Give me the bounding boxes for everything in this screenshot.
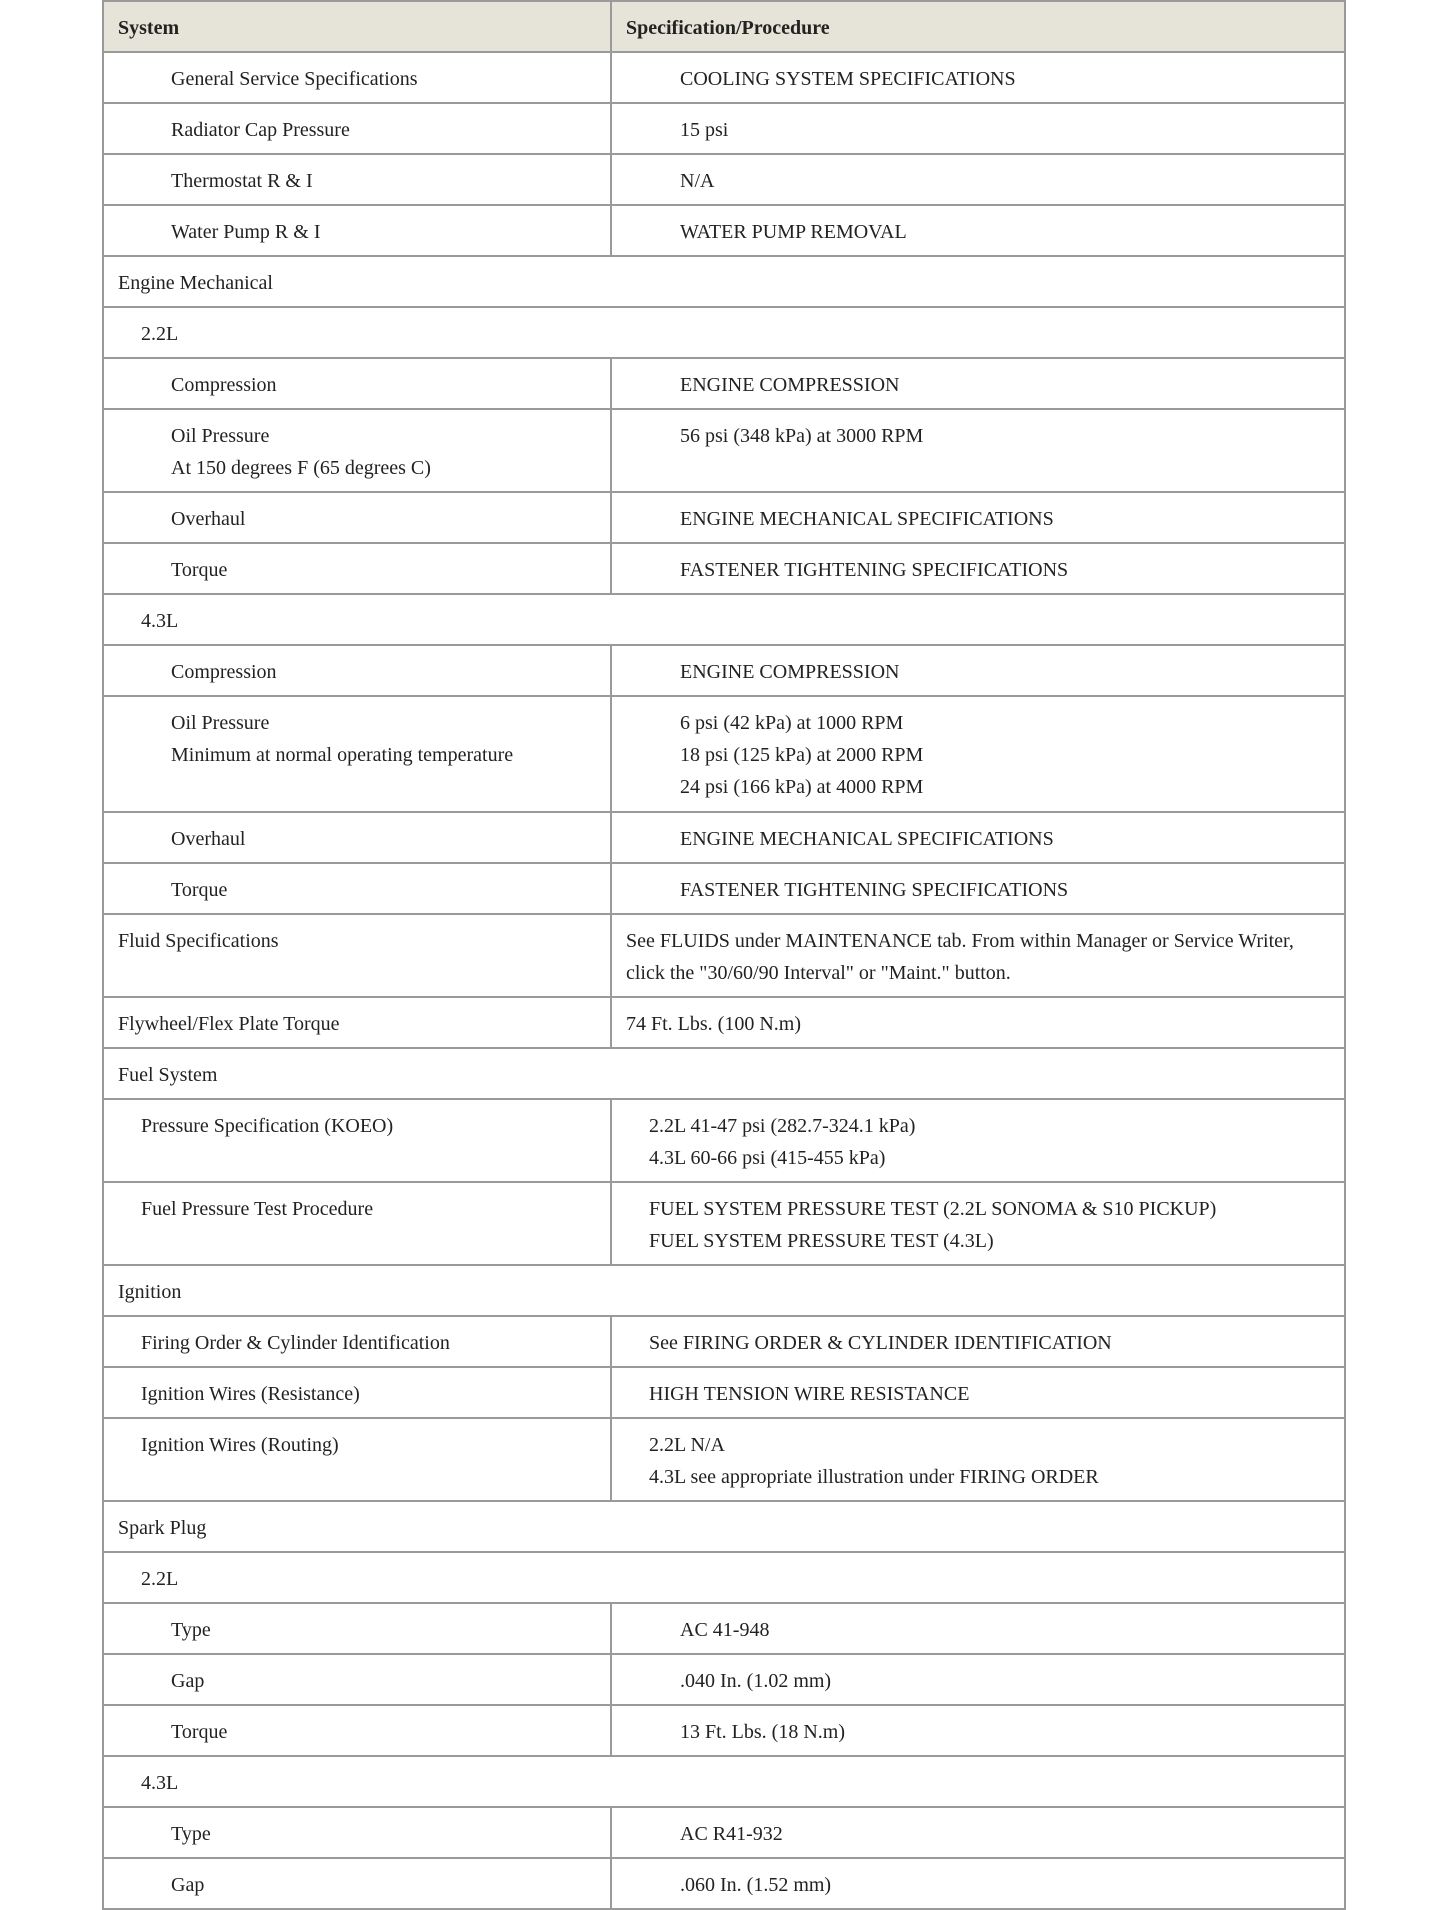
section-heading bbox=[103, 1265, 1345, 1316]
cell-text: FASTENER TIGHTENING SPECIFICATIONS bbox=[680, 559, 1069, 581]
section-row bbox=[103, 1501, 1345, 1552]
system-cell bbox=[103, 1603, 611, 1654]
cell-text: Thermostat R & I bbox=[171, 170, 313, 192]
cell-text: See FIRING ORDER & CYLINDER IDENTIFICATION bbox=[649, 1332, 1112, 1354]
cell-text: Pressure Specification (KOEO) bbox=[141, 1115, 394, 1137]
column-header-system: System bbox=[103, 1, 611, 52]
system-cell bbox=[103, 812, 611, 863]
spec-cell bbox=[611, 103, 1345, 154]
cell-text: .060 In. (1.52 mm) bbox=[680, 1874, 832, 1896]
table-row bbox=[103, 997, 1345, 1048]
cell-text: ENGINE COMPRESSION bbox=[680, 374, 900, 396]
cell-text: .040 In. (1.02 mm) bbox=[680, 1670, 832, 1692]
system-cell bbox=[103, 863, 611, 914]
cell-text: Torque bbox=[171, 559, 228, 581]
cell-text: Gap bbox=[171, 1874, 205, 1896]
cell-text: 56 psi (348 kPa) at 3000 RPM bbox=[680, 425, 924, 447]
table-row bbox=[103, 1182, 1345, 1265]
cell-text: FUEL SYSTEM PRESSURE TEST (2.2L SONOMA & S10 PICKUP) bbox=[649, 1198, 1217, 1220]
table-row bbox=[103, 1367, 1345, 1418]
system-cell bbox=[103, 1807, 611, 1858]
column-header-specification: Specification/Procedure bbox=[611, 1, 1345, 52]
cell-text: 2.2L bbox=[141, 323, 179, 345]
system-cell bbox=[103, 1654, 611, 1705]
system-cell bbox=[103, 1705, 611, 1756]
spec-cell bbox=[611, 409, 1345, 492]
system-cell bbox=[103, 205, 611, 256]
subsection-heading bbox=[103, 1552, 1345, 1603]
spec-cell bbox=[611, 1099, 1345, 1182]
cell-text: Gap bbox=[171, 1670, 205, 1692]
cell-text: Type bbox=[171, 1823, 211, 1845]
spec-cell bbox=[611, 1316, 1345, 1367]
spec-cell bbox=[611, 1858, 1345, 1909]
spec-cell bbox=[611, 1418, 1345, 1501]
system-cell bbox=[103, 52, 611, 103]
system-cell bbox=[103, 1316, 611, 1367]
table-row bbox=[103, 1807, 1345, 1858]
spec-cell bbox=[611, 812, 1345, 863]
cell-text: Compression bbox=[171, 374, 277, 396]
cell-text: 4.3L 60-66 psi (415-455 kPa) bbox=[649, 1147, 886, 1169]
system-cell bbox=[103, 543, 611, 594]
table-row bbox=[103, 1316, 1345, 1367]
cell-text: 2.2L 41-47 psi (282.7-324.1 kPa) bbox=[649, 1115, 916, 1137]
spec-cell bbox=[611, 1807, 1345, 1858]
section-heading bbox=[103, 256, 1345, 307]
spec-cell bbox=[611, 52, 1345, 103]
cell-text: Engine Mechanical bbox=[118, 272, 273, 294]
table-row bbox=[103, 205, 1345, 256]
specifications-table bbox=[102, 0, 1346, 1910]
cell-text: 2.2L N/A bbox=[649, 1434, 725, 1456]
spec-cell bbox=[611, 492, 1345, 543]
system-cell bbox=[103, 154, 611, 205]
cell-text: Oil Pressure bbox=[171, 425, 270, 447]
system-cell bbox=[103, 696, 611, 812]
cell-text: WATER PUMP REMOVAL bbox=[680, 221, 907, 243]
cell-text: FUEL SYSTEM PRESSURE TEST (4.3L) bbox=[649, 1230, 994, 1252]
cell-text: FASTENER TIGHTENING SPECIFICATIONS bbox=[680, 879, 1069, 901]
cell-text: ENGINE COMPRESSION bbox=[680, 661, 900, 683]
subsection-heading bbox=[103, 594, 1345, 645]
table-row bbox=[103, 914, 1345, 997]
subsection-row bbox=[103, 1552, 1345, 1603]
cell-text: 13 Ft. Lbs. (18 N.m) bbox=[680, 1721, 845, 1743]
cell-text: HIGH TENSION WIRE RESISTANCE bbox=[649, 1383, 970, 1405]
spec-cell bbox=[611, 154, 1345, 205]
section-row bbox=[103, 1048, 1345, 1099]
subsection-row bbox=[103, 1756, 1345, 1807]
table-row bbox=[103, 103, 1345, 154]
cell-text: Water Pump R & I bbox=[171, 221, 321, 243]
system-cell bbox=[103, 997, 611, 1048]
system-cell bbox=[103, 1858, 611, 1909]
cell-text: Overhaul bbox=[171, 508, 246, 530]
spec-cell bbox=[611, 1182, 1345, 1265]
cell-text: ENGINE MECHANICAL SPECIFICATIONS bbox=[680, 828, 1054, 850]
cell-text: Ignition Wires (Routing) bbox=[141, 1434, 339, 1456]
cell-text: At 150 degrees F (65 degrees C) bbox=[171, 457, 431, 479]
cell-text: Radiator Cap Pressure bbox=[171, 119, 350, 141]
cell-text: 4.3L bbox=[141, 610, 179, 632]
spec-cell bbox=[611, 997, 1345, 1048]
spec-cell bbox=[611, 645, 1345, 696]
table-row bbox=[103, 1705, 1345, 1756]
spec-cell bbox=[611, 358, 1345, 409]
cell-text: COOLING SYSTEM SPECIFICATIONS bbox=[680, 68, 1016, 90]
table-row bbox=[103, 154, 1345, 205]
section-heading bbox=[103, 1048, 1345, 1099]
cell-text: Ignition bbox=[118, 1281, 182, 1303]
cell-text: Torque bbox=[171, 879, 228, 901]
system-cell bbox=[103, 1367, 611, 1418]
cell-text: Minimum at normal operating temperature bbox=[171, 744, 514, 766]
cell-text: Torque bbox=[171, 1721, 228, 1743]
system-cell bbox=[103, 492, 611, 543]
table-row bbox=[103, 492, 1345, 543]
table-row bbox=[103, 1858, 1345, 1909]
table-row bbox=[103, 1654, 1345, 1705]
cell-text: Firing Order & Cylinder Identification bbox=[141, 1332, 450, 1354]
table-row bbox=[103, 863, 1345, 914]
cell-text: N/A bbox=[680, 170, 715, 192]
cell-text: Flywheel/Flex Plate Torque bbox=[118, 1013, 340, 1035]
system-cell bbox=[103, 103, 611, 154]
table-row bbox=[103, 543, 1345, 594]
cell-text: AC R41-932 bbox=[680, 1823, 783, 1845]
spec-cell bbox=[611, 543, 1345, 594]
cell-text: 24 psi (166 kPa) at 4000 RPM bbox=[680, 776, 924, 798]
spec-cell bbox=[611, 863, 1345, 914]
spec-cell bbox=[611, 914, 1345, 997]
system-cell bbox=[103, 645, 611, 696]
cell-text: 2.2L bbox=[141, 1568, 179, 1590]
spec-cell bbox=[611, 205, 1345, 256]
subsection-heading bbox=[103, 307, 1345, 358]
cell-text: Ignition Wires (Resistance) bbox=[141, 1383, 360, 1405]
cell-text: 15 psi bbox=[680, 119, 729, 141]
spec-cell bbox=[611, 1705, 1345, 1756]
table-row bbox=[103, 696, 1345, 812]
subsection-heading bbox=[103, 1756, 1345, 1807]
cell-text: General Service Specifications bbox=[171, 68, 418, 90]
system-cell bbox=[103, 409, 611, 492]
cell-text: 4.3L see appropriate illustration under FIRING ORDER bbox=[649, 1466, 1099, 1488]
table-row bbox=[103, 1099, 1345, 1182]
system-cell bbox=[103, 358, 611, 409]
spec-cell bbox=[611, 1603, 1345, 1654]
cell-text: ENGINE MECHANICAL SPECIFICATIONS bbox=[680, 508, 1054, 530]
table-row bbox=[103, 1603, 1345, 1654]
table-row bbox=[103, 1418, 1345, 1501]
table-row bbox=[103, 409, 1345, 492]
subsection-row bbox=[103, 594, 1345, 645]
cell-text: AC 41-948 bbox=[680, 1619, 770, 1641]
cell-text: Spark Plug bbox=[118, 1517, 207, 1539]
spec-cell bbox=[611, 1654, 1345, 1705]
table-row bbox=[103, 812, 1345, 863]
subsection-row bbox=[103, 307, 1345, 358]
cell-text: Oil Pressure bbox=[171, 712, 270, 734]
section-row bbox=[103, 256, 1345, 307]
system-cell bbox=[103, 914, 611, 997]
cell-text: Compression bbox=[171, 661, 277, 683]
cell-text: Fuel System bbox=[118, 1064, 218, 1086]
table-row bbox=[103, 358, 1345, 409]
cell-text: 6 psi (42 kPa) at 1000 RPM bbox=[680, 712, 904, 734]
system-cell bbox=[103, 1182, 611, 1265]
cell-text: Fuel Pressure Test Procedure bbox=[141, 1198, 374, 1220]
cell-text: 4.3L bbox=[141, 1772, 179, 1794]
cell-text: Overhaul bbox=[171, 828, 246, 850]
table-row bbox=[103, 52, 1345, 103]
cell-text: 18 psi (125 kPa) at 2000 RPM bbox=[680, 744, 924, 766]
spec-cell bbox=[611, 1367, 1345, 1418]
table-header-row bbox=[103, 1, 1345, 52]
cell-text: Type bbox=[171, 1619, 211, 1641]
section-row bbox=[103, 1265, 1345, 1316]
system-cell bbox=[103, 1099, 611, 1182]
table-row bbox=[103, 645, 1345, 696]
section-heading bbox=[103, 1501, 1345, 1552]
cell-text: 74 Ft. Lbs. (100 N.m) bbox=[626, 1013, 801, 1035]
spec-cell bbox=[611, 696, 1345, 812]
cell-text: Fluid Specifications bbox=[118, 930, 279, 952]
cell-text: See FLUIDS under MAINTENANCE tab. From within Manager or Service Writer, click the "30/60/90 Interval" or "Maint." button. bbox=[626, 930, 1294, 984]
system-cell bbox=[103, 1418, 611, 1501]
